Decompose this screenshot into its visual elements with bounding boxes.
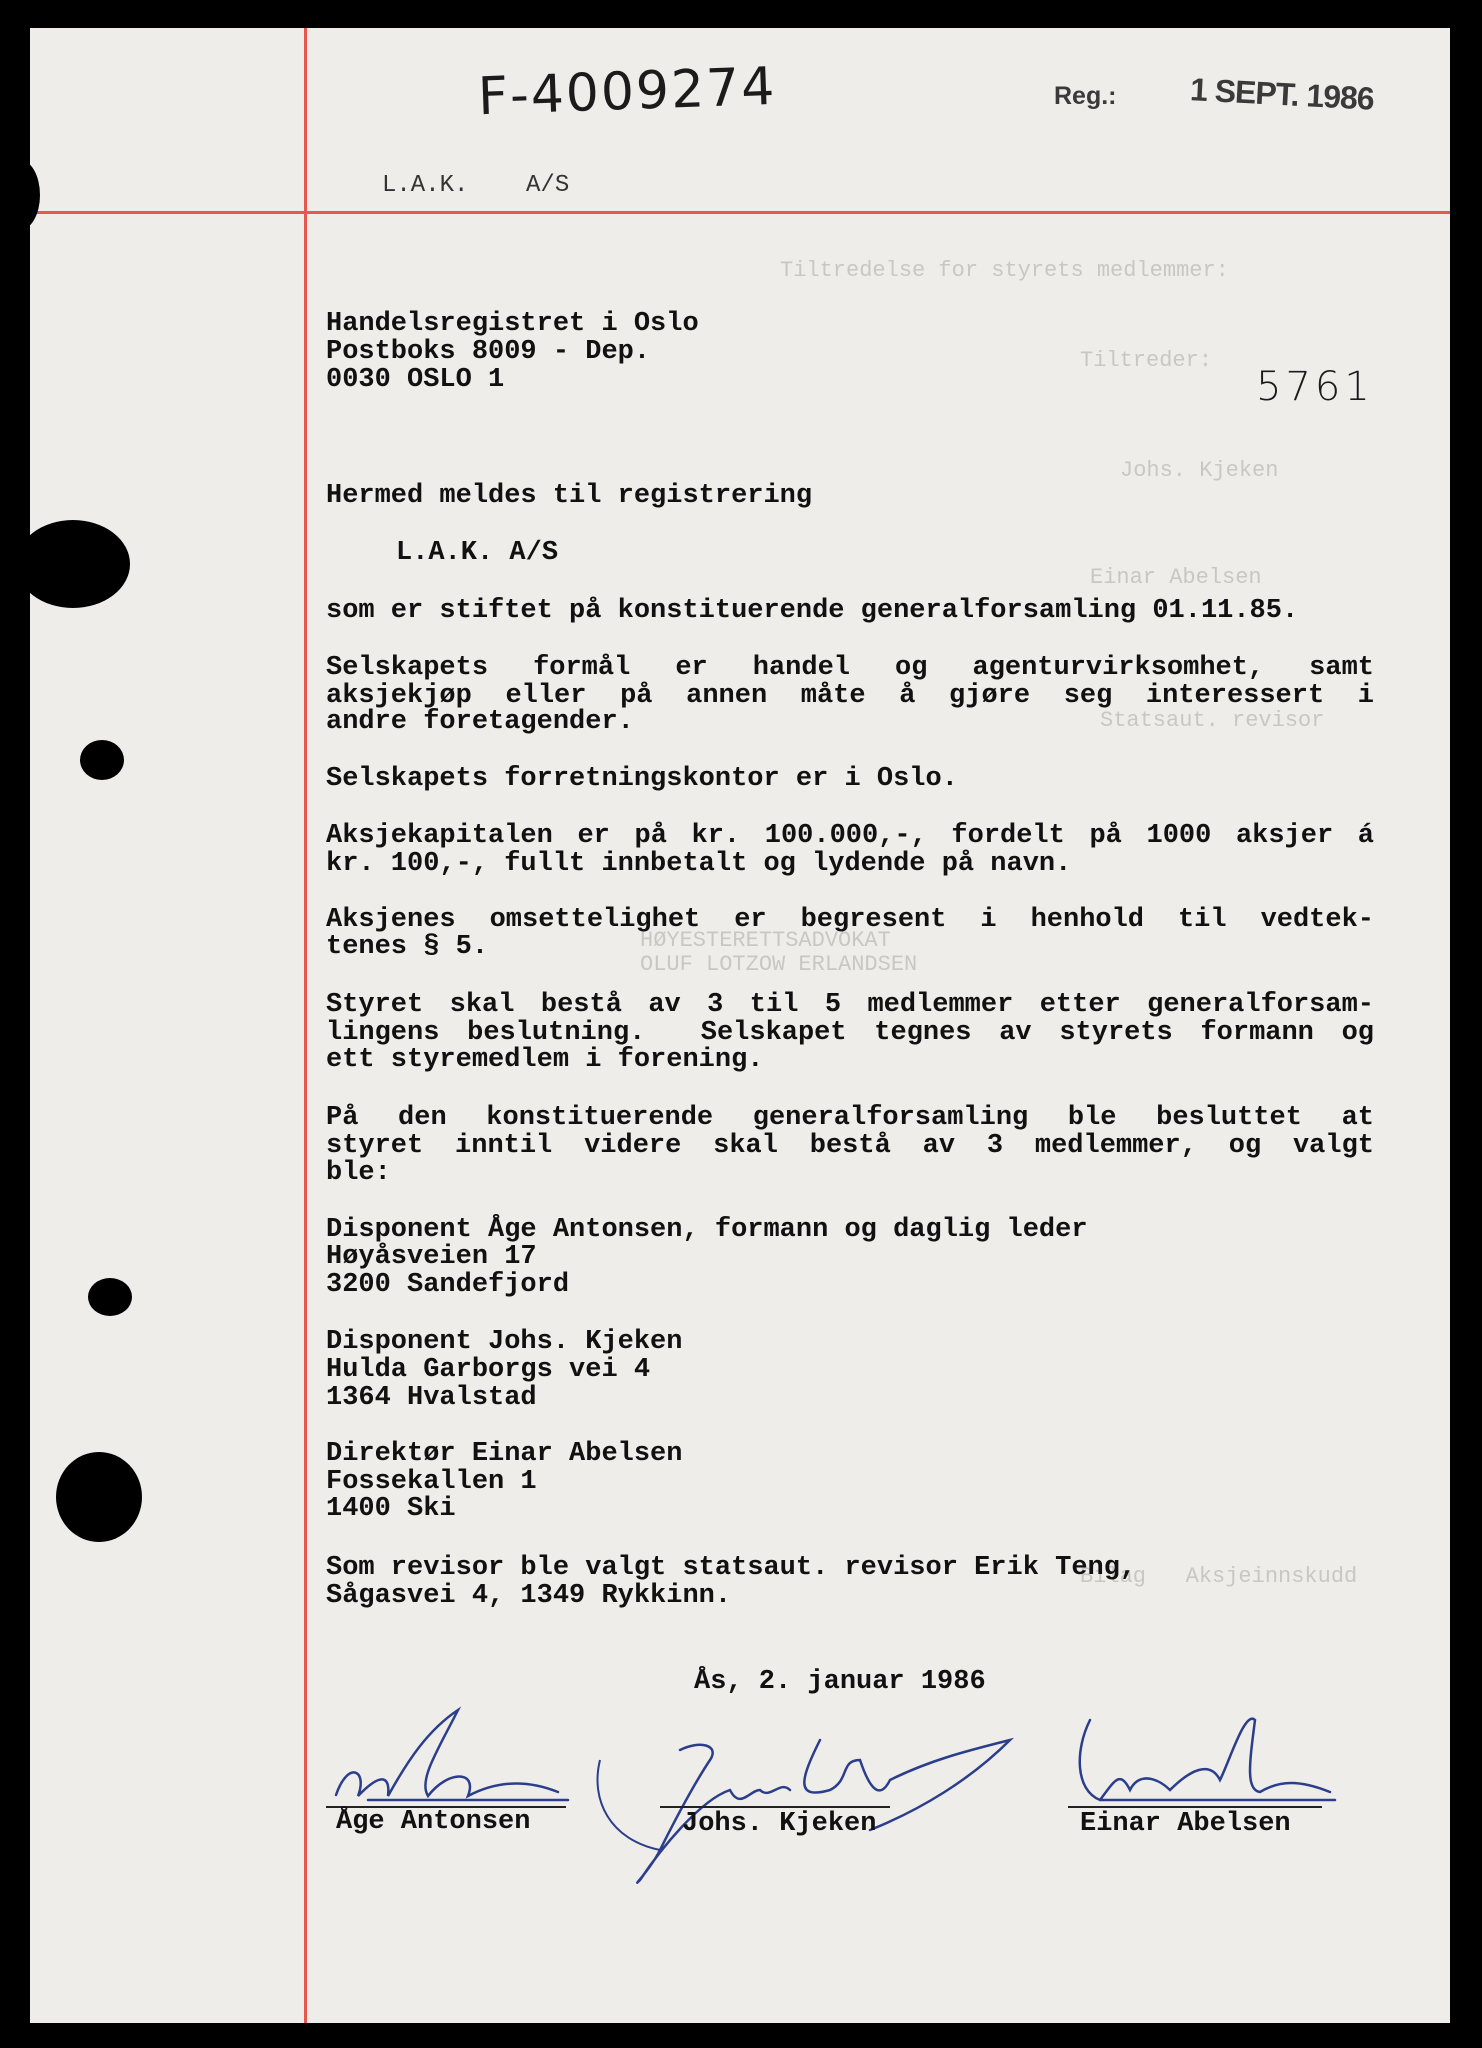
signatory-name: Åge Antonsen	[336, 1807, 531, 1837]
file-number: F-4009274	[477, 56, 778, 128]
punch-hole	[56, 1452, 142, 1542]
margin-line-vertical	[304, 28, 307, 2023]
reg-label: Reg.:	[1054, 82, 1117, 110]
punch-hole	[88, 1278, 132, 1316]
founded-line: som er stiftet på konstituerende generalforsamling 01.11.85.	[326, 596, 1299, 626]
intro-line: Hermed meldes til registrering	[326, 481, 813, 511]
punch-hole	[0, 160, 40, 230]
signature-line	[1068, 1806, 1322, 1808]
signatory-name: Johs. Kjeken	[682, 1809, 877, 1839]
office-line: Selskapets forretningskontor er i Oslo.	[326, 764, 958, 794]
company-name: L.A.K. A/S	[396, 538, 559, 568]
signatory-name: Einar Abelsen	[1080, 1809, 1291, 1839]
signature-stroke	[336, 1710, 568, 1800]
punch-hole	[80, 740, 124, 780]
signature-line	[660, 1806, 890, 1808]
reg-date-stamp: 1 SEPT. 1986	[1189, 71, 1375, 117]
punch-hole	[16, 520, 130, 608]
signature-stroke	[1080, 1719, 1335, 1800]
place-date: Ås, 2. januar 1986	[694, 1667, 986, 1697]
margin-line-horizontal	[30, 211, 1450, 214]
signature-stroke	[598, 1760, 661, 1850]
signature-kjeken	[590, 1700, 1030, 1900]
doc-number: 5761	[1256, 364, 1374, 410]
letterhead: L.A.K. A/S	[382, 172, 570, 199]
